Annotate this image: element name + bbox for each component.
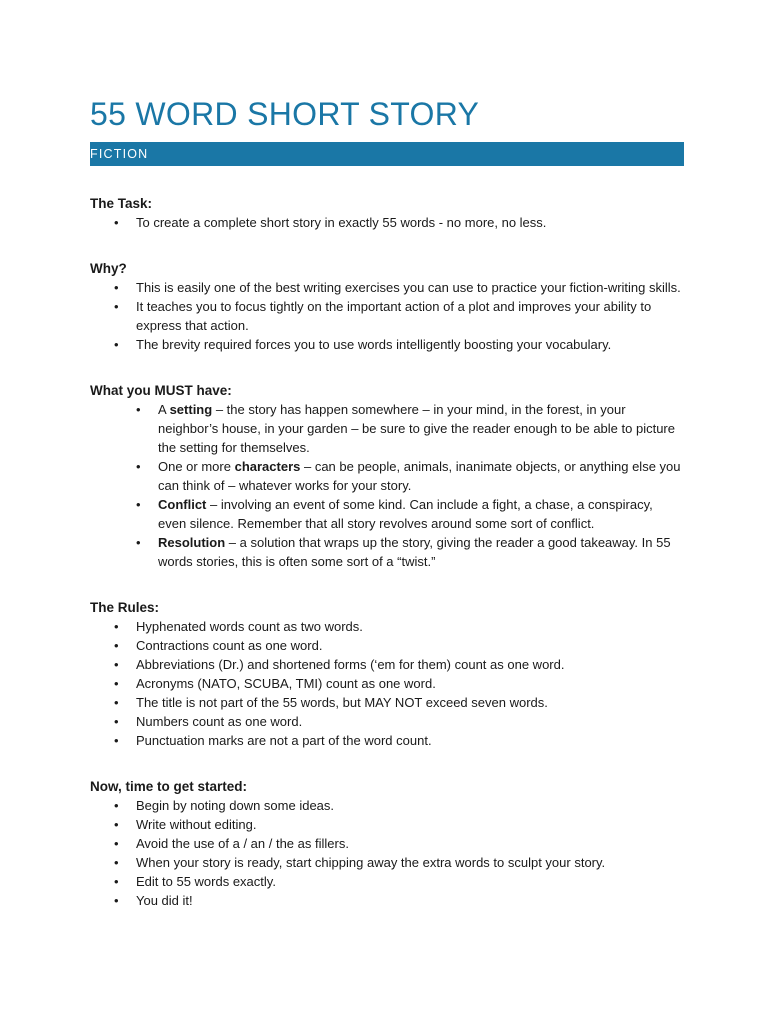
list-item: • It teaches you to focus tightly on the important action of a plot and improves your ability to express that action. — [114, 299, 652, 333]
category-bar — [90, 142, 684, 166]
bullet-icon: • — [114, 714, 119, 729]
section-task — [90, 194, 684, 232]
bullet-icon: • — [114, 299, 119, 314]
bullet-icon: • — [114, 657, 119, 672]
list-item: • To create a complete short story in exactly 55 words - no more, no less. — [114, 215, 547, 230]
list-item: • Begin by noting down some ideas. — [114, 798, 335, 813]
category-label: FICTION — [90, 147, 149, 161]
list-item: • You did it! — [114, 893, 193, 908]
bullet-icon: • — [136, 497, 141, 512]
section-heading-task: The Task: — [90, 196, 153, 211]
bullet-icon: • — [114, 817, 119, 832]
list-item: • The title is not part of the 55 words, but MAY NOT exceed seven words. — [114, 695, 548, 710]
bullet-icon: • — [114, 695, 119, 710]
list-item: • Punctuation marks are not a part of the word count. — [114, 733, 432, 748]
section-heading-rules: The Rules: — [90, 600, 160, 615]
section-heading-get-started: Now, time to get started: — [90, 779, 248, 794]
section-get-started — [90, 777, 684, 910]
list-item: • The brevity required forces you to use words intelligently boosting your vocabulary. — [114, 337, 612, 352]
bullet-icon: • — [136, 459, 141, 474]
bullet-icon: • — [114, 619, 119, 634]
get-started-list — [90, 796, 684, 910]
bullet-icon: • — [114, 893, 119, 908]
list-item: • When your story is ready, start chipping away the extra words to sculpt your story. — [114, 855, 606, 870]
bullet-icon: • — [114, 836, 119, 851]
rules-list — [90, 617, 684, 750]
bullet-icon: • — [136, 402, 141, 417]
bullet-icon: • — [114, 855, 119, 870]
must-have-list — [90, 400, 684, 571]
list-item: • Acronyms (NATO, SCUBA, TMI) count as one word. — [114, 676, 436, 691]
bullet-icon: • — [114, 676, 119, 691]
list-item: • One or more characters – can be people, animals, inanimate objects, or anything else you can think of – whatever works for your story. — [136, 459, 681, 493]
list-item: • A setting – the story has happen somewhere – in your mind, in the forest, in your neighbor’s house, in your garden – be sure to give the reader enough to be able to picture the setting for themselves. — [136, 402, 675, 455]
task-list — [90, 213, 684, 232]
section-heading-why: Why? — [90, 261, 127, 276]
bullet-icon: • — [136, 535, 141, 550]
section-why — [90, 259, 684, 354]
list-item: • Numbers count as one word. — [114, 714, 303, 729]
bullet-icon: • — [114, 798, 119, 813]
list-item: • Abbreviations (Dr.) and shortened forms (‘em for them) count as one word. — [114, 657, 565, 672]
bullet-icon: • — [114, 733, 119, 748]
document-page — [90, 94, 684, 910]
list-item: • Conflict – involving an event of some kind. Can include a fight, a chase, a conspiracy, even silence. Remember that all story revolves around some sort of conflict. — [136, 497, 653, 531]
bullet-icon: • — [114, 638, 119, 653]
bullet-icon: • — [114, 215, 119, 230]
list-item: • Contractions count as one word. — [114, 638, 323, 653]
section-rules — [90, 598, 684, 750]
section-must-have — [90, 381, 684, 571]
list-item: • Write without editing. — [114, 817, 257, 832]
page-title: 55 WORD SHORT STORY — [90, 96, 480, 132]
list-item: • Resolution – a solution that wraps up the story, giving the reader a good takeaway. In 55 words stories, this is often some sort of a “twist.” — [136, 535, 671, 569]
bullet-icon: • — [114, 874, 119, 889]
list-item: • This is easily one of the best writing exercises you can use to practice your fiction-writing skills. — [114, 280, 681, 295]
list-item: • Hyphenated words count as two words. — [114, 619, 363, 634]
why-list — [90, 278, 684, 354]
list-item: • Avoid the use of a / an / the as fillers. — [114, 836, 349, 851]
list-item: • Edit to 55 words exactly. — [114, 874, 276, 889]
bullet-icon: • — [114, 280, 119, 295]
bullet-icon: • — [114, 337, 119, 352]
section-heading-must-have: What you MUST have: — [90, 383, 232, 398]
